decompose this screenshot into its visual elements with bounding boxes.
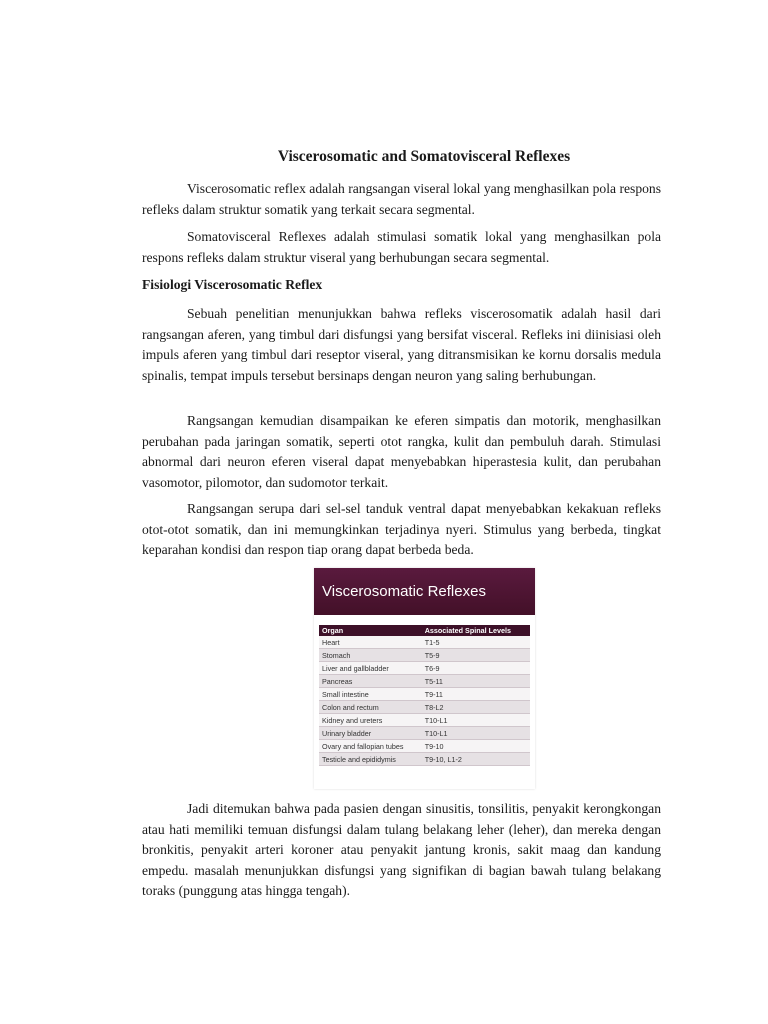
table-row	[319, 701, 530, 714]
paragraph-efferent-stimulation: Rangsangan kemudian disampaikan ke eferen simpatis dan motorik, menghasilkan perubahan pada jaringan somatik, seperti otot rangka, kulit dan pembuluh darah. Stimulasi abnormal dari neuron eferen viseral dapat menyebabkan hiperastesia kulit, dan perubahan vasomotor, pilomotor, dan sudomotor terkait.	[142, 413, 661, 490]
figure-body	[314, 615, 535, 766]
organ-cell: Colon and rectum	[319, 701, 422, 714]
spinal-level-cell: T9-10, L1-2	[422, 753, 530, 766]
viscerosomatic-reflexes-figure	[314, 568, 535, 789]
organ-cell: Stomach	[319, 649, 422, 662]
organ-cell: Pancreas	[319, 675, 422, 688]
spinal-level-cell: T5-9	[422, 649, 530, 662]
paragraph-physiology: Sebuah penelitian menunjukkan bahwa refleks viscerosomatik adalah hasil dari rangsangan aferen, yang timbul dari disfungsi yang bersifat visceral. Refleks ini diinisiasi oleh impuls aferen yang timbul dari reseptor viseral, yang ditransmisikan ke kornu dorsalis medula spinalis, tempat impuls tersebut bersinaps dengan neuron yang saling berhubungan.	[142, 306, 661, 383]
spinal-level-cell: T10-L1	[422, 714, 530, 727]
spinal-level-cell: T5-11	[422, 675, 530, 688]
spinal-level-cell: T9-11	[422, 688, 530, 701]
table-row	[319, 662, 530, 675]
table-row	[319, 753, 530, 766]
table-row	[319, 649, 530, 662]
organ-cell: Urinary bladder	[319, 727, 422, 740]
spinal-levels-table	[319, 625, 530, 766]
table-row	[319, 675, 530, 688]
section-heading: Fisiologi Viscerosomatic Reflex	[142, 277, 323, 292]
spinal-level-cell: T8-L2	[422, 701, 530, 714]
organ-cell: Liver and gallbladder	[319, 662, 422, 675]
page-title: Viscerosomatic and Somatovisceral Reflexes	[277, 148, 571, 165]
paragraph-viscerosomatic-definition: Viscerosomatic reflex adalah rangsangan viseral lokal yang menghasilkan pola respons refleks dalam struktur somatik yang terkait secara segmental.	[142, 181, 661, 217]
table-header-row	[319, 625, 530, 636]
spinal-level-cell: T10-L1	[422, 727, 530, 740]
figure-title: Viscerosomatic Reflexes	[314, 568, 535, 615]
paragraph-somatovisceral-definition: Somatovisceral Reflexes adalah stimulasi somatik lokal yang menghasilkan pola respons refleks dalam struktur viseral yang berhubungan secara segmental.	[142, 229, 661, 265]
table-row	[319, 714, 530, 727]
column-header-spinal-levels: Associated Spinal Levels	[422, 625, 530, 636]
table-row	[319, 740, 530, 753]
paragraph-findings: Jadi ditemukan bahwa pada pasien dengan sinusitis, tonsilitis, penyakit kerongkongan atau hati memiliki temuan disfungsi dalam tulang belakang leher (leher), dan mereka dengan bronkitis, penyakit arteri koroner atau penyakit jantung kronis, sakit maag dan kandung empedu. masalah menunjukkan disfungsi yang signifikan di bagian bawah tulang belakang toraks (punggung atas hingga tengah).	[142, 801, 661, 899]
table-body	[319, 636, 530, 766]
table-row	[319, 688, 530, 701]
spinal-level-cell: T6-9	[422, 662, 530, 675]
table-row	[319, 727, 530, 740]
organ-cell: Testicle and epididymis	[319, 753, 422, 766]
table-row	[319, 636, 530, 649]
spinal-level-cell: T1-5	[422, 636, 530, 649]
column-header-organ: Organ	[319, 625, 422, 636]
organ-cell: Small intestine	[319, 688, 422, 701]
organ-cell: Kidney and ureters	[319, 714, 422, 727]
organ-cell: Ovary and fallopian tubes	[319, 740, 422, 753]
paragraph-ventral-horn: Rangsangan serupa dari sel-sel tanduk ventral dapat menyebabkan kekakuan refleks otot-otot somatik, dan ini memungkinkan terjadinya nyeri. Stimulus yang berbeda, tingkat keparahan kondisi dan respon tiap orang dapat berbeda beda.	[142, 501, 661, 558]
spinal-level-cell: T9-10	[422, 740, 530, 753]
organ-cell: Heart	[319, 636, 422, 649]
